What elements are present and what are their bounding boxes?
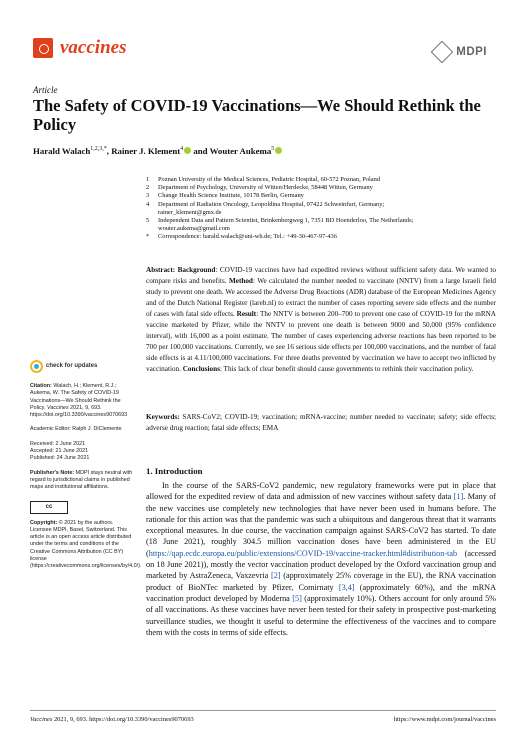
affiliations [146,176,496,242]
publisher-note-label: Publisher's Note: [30,469,75,476]
check-for-updates-button[interactable] [30,360,135,373]
affiliation-email[interactable]: rainer_klement@gmx.de [158,208,222,216]
article-type: Article [33,85,58,95]
publisher-note [30,470,135,492]
academic-editor [30,426,135,433]
abstract-background: : COVID-19 vaccines have had expedited reviews without sufficient safety data. We wanted to compare risks and benefits. [146,266,497,285]
footer-doi[interactable]: 2021, 9, 693. https://doi.org/10.3390/vaccines9070693 [52,716,194,723]
editor-label: Academic Editor: [30,426,71,433]
journal-name: vaccines [60,37,127,58]
author-affil: 4 [180,146,184,153]
journal-logo [33,37,126,59]
keywords-text: SARS-CoV2; COVID-19; vaccination; mRNA-vaccine; number needed to vaccinate; safety; side effects; adverse drug reaction; fatal side effects; EMA [146,413,496,432]
intro-text: . Many of the new vaccines use completely new technologies that have never been used in humans before. The rationale for this action was that the pandemic was such a ubiquitous and dangerous threat that it warrants exceptional measures. In due course, the vaccination campaign against SARS-CoV2 has started. To date (18 June 2021), roughly 304.5 million vaccination doses have been administered in the EU ( [146,492,497,558]
abstract-method-label: Method [228,277,253,285]
check-updates-icon [30,360,43,373]
author-affil: 1,2,3,* [90,146,107,153]
received-date: Received: 2 June 2021 [30,440,86,447]
reference-link[interactable]: [5] [292,593,302,603]
affiliation-email[interactable]: wouter.aukema@gmail.com [158,225,230,233]
copyright-text: © 2021 by the authors. Licensee MDPI, Basel, Switzerland. This article is an open access article distributed under the terms and conditions of the Creative Commons Attribution (CC BY) license (https://creativecommons.org/licenses/by/4.0/). [30,519,142,570]
abstract [146,265,496,375]
citation-text: Walach, H.; Klement, R.J.; Aukema, W. The Safety of COVID-19 Vaccinations—We Should Rethink the Policy. [30,383,121,411]
publisher-logo [434,44,487,60]
dates [30,441,135,463]
correspondence [146,233,496,241]
affiliation [146,192,496,200]
affiliation [146,176,496,184]
copyright-label: Copyright: [30,519,58,526]
orcid-icon[interactable] [275,147,282,154]
affiliation [146,184,496,192]
keywords-label: Keywords: [146,413,180,421]
section-heading: 1. Introduction [146,466,203,476]
citation-label: Citation: [30,383,52,389]
citation-doi[interactable]: 2021, 9, 693. https://doi.org/10.3390/vaccines9070693 [30,404,128,419]
author-affil: 5 [271,146,275,153]
affiliation-number: 1 [146,176,150,183]
affiliation-text [158,217,478,233]
intro-text: (accessed on 18 June 2021)), mostly the vector vaccination product developed by the Oxford vaccination group and marketed by AstraZeneca, Vaxzevria [146,548,496,581]
author-separator: and [191,146,210,156]
affiliation-text: Poznan University of the Medical Sciences, Pediatric Hospital, 60-572 Poznan, Poland [158,176,381,183]
affiliation-number: 5 [146,217,150,225]
abstract-conclusions-label: Conclusions [182,365,220,373]
copyright [30,519,142,571]
affiliation-address: Department of Radiation Oncology, Leopoldina Hospital, 97422 Schweinfurt, Germany; [158,200,385,208]
affiliation-number: 3 [146,192,150,200]
affiliation [146,217,496,233]
cc-license-icon[interactable]: cc [30,501,68,514]
citation [30,383,135,419]
footer-journal: Vaccines [30,716,53,723]
abstract-result-label: Result [236,310,257,318]
affiliation-number: 4 [146,200,150,208]
accepted-date: Accepted: 21 June 2021 [30,448,89,455]
abstract-background-label: Background [177,266,216,274]
footer-citation [30,716,194,723]
editor-name: Ralph J. DiClemente [70,426,122,433]
footer-journal-url[interactable]: https://www.mdpi.com/journal/vaccines [393,716,496,723]
article-sidebar [30,360,142,578]
published-date: Published: 24 June 2021 [30,455,90,462]
author-name[interactable]: Wouter Aukema [209,146,272,156]
mdpi-logo-icon [431,41,454,64]
affiliation-address: Independent Data and Pattern Scientist, Brinkenbergweg 1, 7351 BD Hoenderloo, The Netherlands; [158,217,414,225]
author-name[interactable]: Harald Walach [33,146,91,156]
citation-journal: Vaccines [46,404,69,411]
author-separator: , [106,146,112,156]
author-name[interactable]: Rainer J. Klement [111,146,181,156]
publisher-note-text: MDPI stays neutral with regard to jurisdictional claims in published maps and institutional affiliations. [30,469,133,491]
abstract-result: : The NNTV is between 200–700 to prevent one case of COVID-19 for the mRNA vaccine marketed by Pfizer, while the NNTV to prevent one death is between 9000 and 50,000 (95% confidence interval), with 16,000 as a point estimate. The number of cases experiencing adverse reactions has been reported to be 700 per 100,000 vaccinations. Currently, we see 16 serious side effects per 100,000 vaccinations, and the number of fatal side effects is at 4.11/100,000 vaccinations. For three deaths prevented by vaccination we have to accept two inflicted by vaccination. [146,310,496,373]
affiliation-text [158,201,478,217]
keywords [146,412,496,434]
correspondence-text: Correspondence: harald.walach@uni-wh.de; Tel.: +49-30-467-97-436 [158,233,337,241]
check-updates-label: check for updates [46,363,98,369]
abstract-label: Abstract: [146,266,176,274]
footer-divider [30,710,496,711]
affiliation-number: * [146,233,150,241]
intro-text: (approximately 25% coverage in the EU), the RNA vaccination product of BioNTec marketed by Pfizer, Comirnaty [146,571,497,592]
abstract-conclusions: : This lack of clear benefit should cause governments to rethink their vaccination policy. [219,365,474,373]
affiliation [146,201,496,217]
intro-text: (approximately 60%), and the mRNA vaccination product developed by Moderna [146,582,496,603]
affiliation-text: Department of Psychology, University of Witten/Herdecke, 58448 Witten, Germany [158,184,373,192]
article-title: The Safety of COVID-19 Vaccinations—We Should Rethink the Policy [33,96,481,134]
reference-link[interactable]: [2] [270,571,281,581]
ecdc-tracker-link[interactable]: https://qap.ecdc.europa.eu/public/extensions/COVID-19/vaccine-tracker.html#distribution-tab [148,548,458,558]
abstract-method: : We calculated the number needed to vaccinate (NNTV) from a large Israeli field study to prevent one death. We accessed the Adverse Drug Reactions (ADR) database of the European Medicines Agency and of the Dutch National Register (lareb.nl) to extract the number of cases reporting severe side effects and the number of cases with fatal side effects. [146,277,496,318]
affiliation-number: 2 [146,184,150,192]
intro-text: In the course of the SARS-CoV2 pandemic, new regulatory frameworks were put in place that allowed for the expedited review of data and admission of new vaccines without safety data [146,481,496,502]
vaccines-logo-icon [33,38,53,58]
intro-text: (approximately 10%). Others account for only around 5% of all vaccinations. As these vaccines have never been tested for their safety in prospective post-marketing surveillance studies, we thought it useful to determine the effectiveness of the vaccines and to compare them with the costs in terms of side effects. [146,593,496,637]
affiliation-text: Change Health Science Institute, 10178 Berlin, Germany [158,192,304,200]
reference-link[interactable]: [3,4] [338,582,355,592]
introduction-text [146,480,496,638]
author-list [33,146,282,156]
publisher-name: MDPI [456,46,487,58]
reference-link[interactable]: [1] [453,492,464,502]
